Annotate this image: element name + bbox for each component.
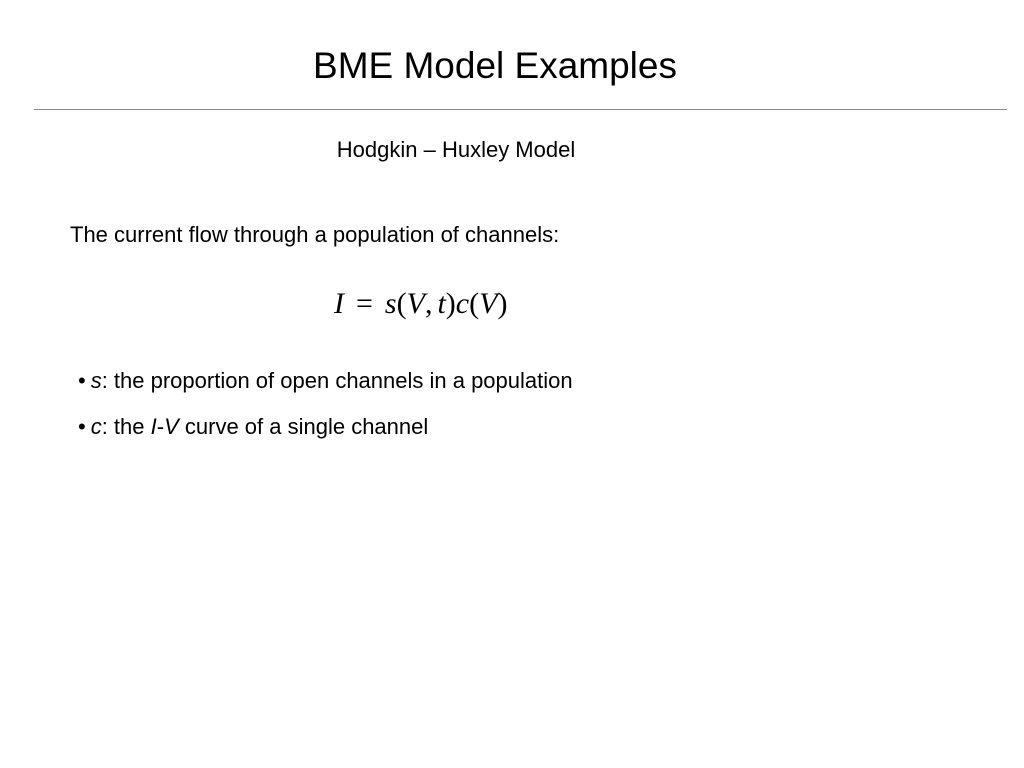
equation-current-symbol: I: [334, 287, 344, 320]
bullet-list: [78, 368, 573, 460]
bullet-symbol-c: c: [90, 414, 102, 439]
bullet-item-s: [78, 368, 573, 394]
equation-right-paren: ): [445, 287, 456, 320]
title-divider: [34, 109, 1007, 110]
equation-time-arg: t: [437, 287, 446, 320]
equation-s-function: s: [384, 287, 397, 320]
equation-right-paren-2: ): [497, 287, 508, 320]
bullet-symbol-v: V: [164, 414, 179, 439]
equation-voltage-arg: V: [406, 287, 425, 320]
equation-left-paren-2: (: [469, 287, 480, 320]
intro-text: The current flow through a population of channels:: [70, 222, 560, 247]
current-equation: [334, 286, 507, 322]
slide-title: BME Model Examples: [313, 45, 677, 86]
equation-equals-sign: =: [356, 287, 373, 320]
bullet-text-s: : the proportion of open channels in a population: [101, 368, 573, 393]
slide-subtitle: Hodgkin – Huxley Model: [336, 137, 576, 162]
bullet-symbol-i: I: [150, 414, 157, 439]
equation-comma: ,: [424, 287, 433, 320]
bullet-symbol-s: s: [90, 368, 102, 393]
bullet-item-c: [78, 414, 573, 440]
equation-left-paren: (: [396, 287, 407, 320]
bullet-dot: •: [78, 414, 86, 439]
bullet-text-c-after: curve of a single channel: [178, 414, 429, 439]
bullet-dash: -: [156, 414, 165, 439]
equation-voltage-arg-2: V: [479, 287, 498, 320]
bullet-dot: •: [78, 368, 86, 393]
bullet-text-c-before: : the: [101, 414, 151, 439]
equation-c-function: c: [455, 287, 470, 320]
